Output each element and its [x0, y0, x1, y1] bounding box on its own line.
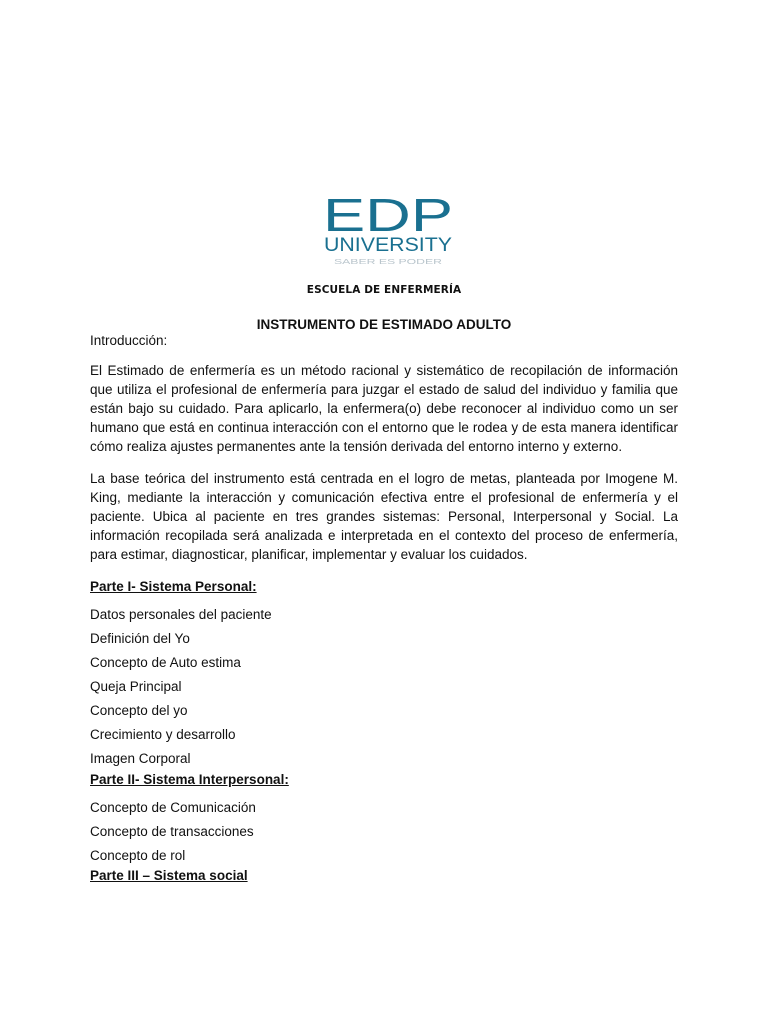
document-title: INSTRUMENTO DE ESTIMADO ADULTO — [256, 317, 512, 332]
personal-system-list — [90, 605, 678, 773]
list-item: Imagen Corporal — [90, 751, 191, 766]
section-heading-social: Parte III – Sistema social — [90, 868, 248, 883]
list-item: Concepto del yo — [90, 703, 188, 718]
school-name: ESCUELA DE ENFERMERÍA — [306, 284, 462, 296]
logo-edp-text: EDP — [323, 194, 453, 241]
logo-graphic — [320, 194, 456, 266]
list-item: Concepto de Auto estima — [90, 655, 241, 670]
edp-university-logo — [320, 194, 456, 266]
list-item: Concepto de rol — [90, 848, 186, 863]
interpersonal-system-list — [90, 798, 678, 870]
intro-paragraph: El Estimado de enfermería es un método racional y sistemático de recopilación de información que utiliza el profesional de enfermería para juzgar el estado de salud del individuo y familia que están bajo su cuidado. Para aplicarlo, la enfermera(o) debe reconocer al individuo como un ser humano que está en continua interacción con el entorno que le rodea y de esta manera identificar cómo realiza ajustes permanentes ante la tensión derivada del entorno interno y externo. — [90, 363, 678, 454]
theory-paragraph: La base teórica del instrumento está centrada en el logro de metas, planteada por Imogene M. King, mediante la interacción y comunicación efectiva entre el profesional de enfermería y el paciente. Ubica al paciente en tres grandes sistemas: Personal, Interpersonal y Social. La información recopilada será analizada e interpretada en el contexto del proceso de enfermería, para estimar, diagnosticar, planificar, implementar y evaluar los cuidados. — [90, 471, 678, 562]
logo-tagline-text: SABER ES PODER — [334, 259, 442, 266]
list-item: Definición del Yo — [90, 631, 190, 646]
section-heading-personal: Parte I- Sistema Personal: — [90, 579, 257, 594]
list-item: Concepto de transacciones — [90, 824, 254, 839]
list-item: Datos personales del paciente — [90, 607, 272, 622]
list-item: Concepto de Comunicación — [90, 800, 256, 815]
introduction-label: Introducción: — [90, 333, 168, 348]
logo-university-text: UNIVERSITY — [324, 235, 453, 256]
document-body — [90, 331, 678, 885]
section-heading-interpersonal: Parte II- Sistema Interpersonal: — [90, 772, 289, 787]
list-item: Queja Principal — [90, 679, 182, 694]
list-item: Crecimiento y desarrollo — [90, 727, 236, 742]
